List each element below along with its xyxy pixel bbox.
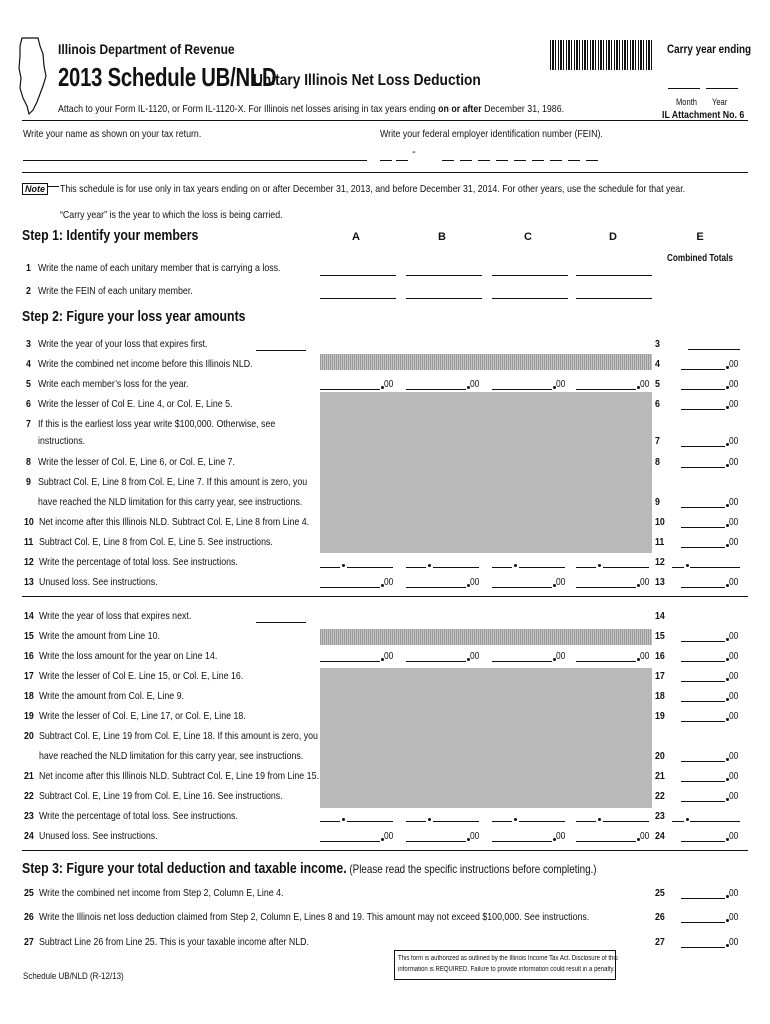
column-c-header: C — [524, 231, 532, 243]
cents-label: 00 — [729, 651, 739, 662]
section-divider — [22, 596, 748, 597]
col-e-line-number: 25 — [655, 887, 665, 899]
col-e-line-number: 21 — [655, 770, 665, 782]
cents-label: 00 — [556, 379, 566, 390]
cents-label: 00 — [384, 651, 394, 662]
form-subtitle: Unitary Illinois Net Loss Deduction — [253, 72, 481, 89]
col-e-amount-field[interactable] — [681, 587, 725, 588]
cents-label: 00 — [729, 631, 739, 642]
line-18-text: Write the amount from Col. E, Line 9. — [39, 690, 184, 702]
line-19-number: 19 — [24, 710, 34, 722]
carry-month-field[interactable] — [668, 88, 700, 89]
cents-label: 00 — [640, 379, 650, 390]
line-18-number: 18 — [24, 690, 34, 702]
line-16-number: 16 — [24, 650, 34, 662]
line-13-col-d-field[interactable] — [576, 587, 636, 588]
col-e-line-number: 11 — [655, 536, 665, 548]
col-e-amount-field[interactable] — [681, 547, 725, 548]
line-16-col-c-field[interactable] — [492, 661, 552, 662]
line-17-text: Write the lesser of Col E. Line 15, or Col. E, Line 16. — [39, 670, 244, 682]
col-e-amount-field[interactable] — [681, 467, 725, 468]
col-e-amount-field[interactable] — [681, 507, 725, 508]
line-23-col-b-pct-whole[interactable] — [406, 821, 426, 822]
cents-label: 00 — [384, 577, 394, 588]
agency-name: Illinois Department of Revenue — [58, 41, 235, 57]
header-rule — [22, 120, 748, 121]
line-24-col-c-field[interactable] — [492, 841, 552, 842]
col-e-amount-field[interactable] — [681, 898, 725, 899]
line-16-col-a-field[interactable] — [320, 661, 380, 662]
note-arrow-icon — [47, 186, 59, 187]
line-5-number: 5 — [26, 378, 31, 390]
line-17-number: 17 — [24, 670, 34, 682]
col-e-line-number: 5 — [655, 378, 660, 390]
cents-label: 00 — [470, 379, 480, 390]
disclosure-line-2: information is REQUIRED. Failure to provide information could result in a penalty. — [398, 966, 615, 973]
column-a-header: A — [352, 231, 360, 243]
lines-17-22-shaded-area — [320, 668, 652, 808]
col-e-line-number: 13 — [655, 576, 665, 588]
line-24-col-a-field[interactable] — [320, 841, 380, 842]
col-e-amount-field[interactable] — [681, 409, 725, 410]
cents-label: 00 — [384, 831, 394, 842]
decimal-point — [428, 818, 431, 821]
fein-digit-slot[interactable] — [586, 160, 598, 161]
line-4-text: Write the combined net income before this Illinois NLD. — [38, 358, 253, 370]
fein-label: Write your federal employer identification number (FEIN). — [380, 128, 603, 140]
cents-label: 00 — [729, 711, 739, 722]
line-26-number: 26 — [24, 911, 34, 923]
fein-digit-slot[interactable] — [532, 160, 544, 161]
section-divider-2 — [22, 850, 748, 851]
col-e-amount-field[interactable] — [681, 369, 725, 370]
line-27-text: Subtract Line 26 from Line 25. This is your taxable income after NLD. — [39, 936, 309, 948]
fein-digit-slot[interactable] — [550, 160, 562, 161]
line-24-number: 24 — [24, 830, 34, 842]
line-9-text-cont: have reached the NLD limitation for this carry year, see instructions. — [38, 496, 303, 508]
cents-label: 00 — [729, 791, 739, 802]
cents-label: 00 — [729, 457, 739, 468]
col-e-line-number: 16 — [655, 650, 665, 662]
line-11-number: 11 — [24, 536, 34, 548]
col-e-pct-whole[interactable] — [672, 567, 684, 568]
col-e-line-number: 27 — [655, 936, 665, 948]
line-24-col-b-field[interactable] — [406, 841, 466, 842]
line-3-text: Write the year of your loss that expires first. — [38, 338, 208, 350]
line-7-text-cont: instructions. — [38, 435, 86, 447]
combined-totals-label: Combined Totals — [667, 253, 733, 264]
cents-label: 00 — [470, 831, 480, 842]
line-4-shaded-area — [320, 354, 652, 370]
cents-label: 00 — [556, 577, 566, 588]
attachment-number: IL Attachment No. 6 — [662, 109, 745, 121]
line-12-col-b-pct-whole[interactable] — [406, 567, 426, 568]
step3-heading: Step 3: Figure your total deduction and taxable income. (Please read the specific instructions before completing.) — [22, 860, 597, 877]
line-12-col-a-pct-decimal[interactable] — [347, 567, 393, 568]
line-23-col-d-pct-whole[interactable] — [576, 821, 596, 822]
line-3-year-field[interactable] — [256, 350, 306, 351]
form-title: 2013 Schedule UB/NLD — [58, 62, 277, 92]
line-10-number: 10 — [24, 516, 34, 528]
line-24-col-d-field[interactable] — [576, 841, 636, 842]
name-label: Write your name as shown on your tax return. — [23, 128, 202, 140]
header-rule-2 — [22, 172, 748, 173]
cents-label: 00 — [729, 751, 739, 762]
line-1-number: 1 — [26, 262, 31, 274]
cents-label: 00 — [729, 912, 739, 923]
line-13-col-b-field[interactable] — [406, 587, 466, 588]
cents-label: 00 — [729, 497, 739, 508]
line-2-text: Write the FEIN of each unitary member. — [38, 285, 193, 297]
col-e-line-number: 23 — [655, 810, 665, 822]
cents-label: 00 — [729, 359, 739, 370]
step2-heading: Step 2: Figure your loss year amounts — [22, 308, 246, 325]
col-e-line-number: 19 — [655, 710, 665, 722]
fein-digit-slot[interactable] — [514, 160, 526, 161]
line-1-col-a-field[interactable] — [320, 275, 396, 276]
line-16-col-b-field[interactable] — [406, 661, 466, 662]
disclosure-box — [394, 950, 616, 980]
line-6-text: Write the lesser of Col E. Line 4, or Col. E, Line 5. — [38, 398, 233, 410]
decimal-point — [686, 564, 689, 567]
col-e-line-number: 15 — [655, 630, 665, 642]
cents-label: 00 — [729, 831, 739, 842]
col-e-amount-field[interactable] — [681, 801, 725, 802]
year-label: Year — [712, 97, 728, 107]
illinois-state-outline-icon — [16, 36, 50, 116]
line-22-number: 22 — [24, 790, 34, 802]
col-e-line-number: 14 — [655, 610, 665, 622]
cents-label: 00 — [729, 888, 739, 899]
col-e-line-number: 10 — [655, 516, 665, 528]
cents-label: 00 — [729, 379, 739, 390]
col-e-amount-field[interactable] — [681, 661, 725, 662]
line-5-col-b-field[interactable] — [406, 389, 466, 390]
fein-digit-slot[interactable] — [496, 160, 508, 161]
disclosure-line-1: This form is authorized as outlined by the Illinois Income Tax Act. Disclosure of this — [398, 955, 618, 962]
cents-label: 00 — [384, 379, 394, 390]
cents-label: 00 — [729, 771, 739, 782]
attach-instruction: Attach to your Form IL-1120, or Form IL-1120-X. For Illinois net losses arising in tax years ending on or after December 31, 1986. — [58, 103, 565, 115]
line-1-col-c-field[interactable] — [492, 275, 568, 276]
cents-label: 00 — [729, 399, 739, 410]
line-25-number: 25 — [24, 887, 34, 899]
barcode — [550, 40, 652, 70]
col-e-line-number: 4 — [655, 358, 660, 370]
col-e-line-number: 6 — [655, 398, 660, 410]
line-23-col-c-pct-decimal[interactable] — [519, 821, 565, 822]
decimal-point — [598, 564, 601, 567]
line-12-col-c-pct-decimal[interactable] — [519, 567, 565, 568]
line-12-col-c-pct-whole[interactable] — [492, 567, 512, 568]
form-id: Schedule UB/NLD (R-12/13) — [23, 971, 124, 982]
cents-label: 00 — [729, 436, 739, 447]
cents-label: 00 — [729, 517, 739, 528]
column-d-header: D — [609, 231, 617, 243]
column-e-header: E — [696, 231, 704, 243]
line-2-col-c-field[interactable] — [492, 298, 568, 299]
col-e-line-number: 12 — [655, 556, 665, 568]
col-e-amount-field[interactable] — [681, 527, 725, 528]
col-e-pct-decimal[interactable] — [690, 821, 740, 822]
col-e-amount-field[interactable] — [681, 721, 725, 722]
line-13-col-a-field[interactable] — [320, 587, 380, 588]
line-6-number: 6 — [26, 398, 31, 410]
line-11-text: Subtract Col. E, Line 8 from Col. E, Line 5. See instructions. — [39, 536, 273, 548]
fein-digit-slot[interactable] — [380, 160, 392, 161]
line-21-number: 21 — [24, 770, 34, 782]
cents-label: 00 — [729, 577, 739, 588]
line-13-col-c-field[interactable] — [492, 587, 552, 588]
line-24-text: Unused loss. See instructions. — [39, 830, 158, 842]
line-5-col-c-field[interactable] — [492, 389, 552, 390]
fein-digit-slot[interactable] — [478, 160, 490, 161]
cents-label: 00 — [556, 651, 566, 662]
line-15-text: Write the amount from Line 10. — [39, 630, 160, 642]
col-e-line-number: 17 — [655, 670, 665, 682]
line-14-year-field[interactable] — [256, 622, 306, 623]
line-25-text: Write the combined net income from Step 2, Column E, Line 4. — [39, 887, 284, 899]
col-e-amount-field[interactable] — [681, 841, 725, 842]
line-15-shaded-area — [320, 629, 652, 645]
line-16-col-d-field[interactable] — [576, 661, 636, 662]
cents-label: 00 — [640, 831, 650, 842]
line-12-col-d-pct-decimal[interactable] — [603, 567, 649, 568]
line-23-text: Write the percentage of total loss. See instructions. — [39, 810, 238, 822]
line-3-number: 3 — [26, 338, 31, 350]
line-7-text: If this is the earliest loss year write $100,000. Otherwise, see — [38, 418, 276, 430]
taxpayer-name-field[interactable] — [23, 160, 367, 161]
col-e-pct-whole[interactable] — [672, 821, 684, 822]
col-e-line-number: 22 — [655, 790, 665, 802]
line-26-text: Write the Illinois net loss deduction claimed from Step 2, Column E, Lines 8 and 19. This amount may not exceed $100,000. See instructions. — [39, 911, 590, 923]
col-e-amount-field[interactable] — [681, 761, 725, 762]
cents-label: 00 — [729, 937, 739, 948]
line-2-number: 2 — [26, 285, 31, 297]
line-12-text: Write the percentage of total loss. See instructions. — [39, 556, 238, 568]
decimal-point — [598, 818, 601, 821]
note-line-2: “Carry year” is the year to which the loss is being carried. — [60, 209, 283, 221]
cents-label: 00 — [470, 577, 480, 588]
line-13-text: Unused loss. See instructions. — [39, 576, 158, 588]
line-23-col-d-pct-decimal[interactable] — [603, 821, 649, 822]
col-e-line-number: 24 — [655, 830, 665, 842]
fein-digit-slot[interactable] — [568, 160, 580, 161]
note-badge: Note — [22, 183, 48, 195]
line-14-text: Write the year of loss that expires next. — [39, 610, 192, 622]
lines-6-11-shaded-area — [320, 392, 652, 553]
col-e-amount-field[interactable] — [681, 446, 725, 447]
col-e-line-number: 9 — [655, 496, 660, 508]
line-1-text: Write the name of each unitary member that is carrying a loss. — [38, 262, 281, 274]
line-9-number: 9 — [26, 476, 31, 488]
decimal-point — [686, 818, 689, 821]
line-5-col-d-field[interactable] — [576, 389, 636, 390]
line-21-text: Net income after this Illinois NLD. Subtract Col. E, Line 19 from Line 15. — [39, 770, 319, 782]
line-20-text: Subtract Col. E, Line 19 from Col. E, Line 18. If this amount is zero, you — [39, 730, 318, 742]
line-27-number: 27 — [24, 936, 34, 948]
line-7-number: 7 — [26, 418, 31, 430]
line-23-col-c-pct-whole[interactable] — [492, 821, 512, 822]
line-1-col-d-field[interactable] — [576, 275, 652, 276]
col-e-amount-field[interactable] — [681, 701, 725, 702]
month-label: Month — [676, 97, 698, 107]
line-13-number: 13 — [24, 576, 34, 588]
line-5-col-a-field[interactable] — [320, 389, 380, 390]
line-20-number: 20 — [24, 730, 34, 742]
decimal-point — [428, 564, 431, 567]
decimal-point — [342, 818, 345, 821]
line-8-text: Write the lesser of Col. E, Line 6, or Col. E, Line 7. — [38, 456, 235, 468]
cents-label: 00 — [729, 537, 739, 548]
cents-label: 00 — [729, 691, 739, 702]
decimal-point — [514, 564, 517, 567]
fein-digit-slot[interactable] — [442, 160, 454, 161]
col-e-amount-field[interactable] — [681, 389, 725, 390]
col-e-year-field[interactable] — [688, 349, 740, 350]
col-e-line-number: 18 — [655, 690, 665, 702]
line-5-text: Write each member’s loss for the year. — [38, 378, 189, 390]
col-e-line-number: 3 — [655, 338, 660, 350]
fein-digit-slot[interactable] — [460, 160, 472, 161]
column-b-header: B — [438, 231, 446, 243]
line-2-col-d-field[interactable] — [576, 298, 652, 299]
line-2-col-b-field[interactable] — [406, 298, 482, 299]
line-20-text-cont: have reached the NLD limitation for this carry year, see instructions. — [39, 750, 304, 762]
col-e-amount-field[interactable] — [681, 922, 725, 923]
cents-label: 00 — [729, 671, 739, 682]
decimal-point — [342, 564, 345, 567]
line-4-number: 4 — [26, 358, 31, 370]
line-8-number: 8 — [26, 456, 31, 468]
line-15-number: 15 — [24, 630, 34, 642]
line-12-col-d-pct-whole[interactable] — [576, 567, 596, 568]
line-12-number: 12 — [24, 556, 34, 568]
col-e-pct-decimal[interactable] — [690, 567, 740, 568]
line-12-col-b-pct-decimal[interactable] — [433, 567, 479, 568]
line-9-text: Subtract Col. E, Line 8 from Col. E, Line 7. If this amount is zero, you — [38, 476, 308, 488]
line-23-col-b-pct-decimal[interactable] — [433, 821, 479, 822]
fein-digit-slot[interactable] — [396, 160, 408, 161]
fein-field[interactable] — [380, 148, 602, 162]
line-23-col-a-pct-whole[interactable] — [320, 821, 340, 822]
line-14-number: 14 — [24, 610, 34, 622]
col-e-amount-field[interactable] — [681, 781, 725, 782]
col-e-amount-field[interactable] — [681, 681, 725, 682]
decimal-point — [514, 818, 517, 821]
note-line-1: This schedule is for use only in tax years ending on or after December 31, 2013, and before December 31, 2014. For other years, use the schedule for that year. — [60, 183, 686, 195]
carry-year-label: Carry year ending — [667, 44, 752, 56]
line-12-col-a-pct-whole[interactable] — [320, 567, 340, 568]
col-e-amount-field[interactable] — [681, 641, 725, 642]
line-1-col-b-field[interactable] — [406, 275, 482, 276]
col-e-amount-field[interactable] — [681, 947, 725, 948]
cents-label: 00 — [470, 651, 480, 662]
line-22-text: Subtract Col. E, Line 19 from Col. E, Line 16. See instructions. — [39, 790, 283, 802]
fein-dash: - — [412, 146, 416, 158]
cents-label: 00 — [640, 651, 650, 662]
col-e-line-number: 8 — [655, 456, 660, 468]
line-19-text: Write the lesser of Col. E, Line 17, or Col. E, Line 18. — [39, 710, 246, 722]
line-2-col-a-field[interactable] — [320, 298, 396, 299]
cents-label: 00 — [640, 577, 650, 588]
line-16-text: Write the loss amount for the year on Line 14. — [39, 650, 218, 662]
col-e-line-number: 26 — [655, 911, 665, 923]
col-e-line-number: 7 — [655, 435, 660, 447]
line-23-number: 23 — [24, 810, 34, 822]
carry-year-field[interactable] — [706, 88, 738, 89]
line-10-text: Net income after this Illinois NLD. Subtract Col. E, Line 8 from Line 4. — [39, 516, 310, 528]
col-e-line-number: 20 — [655, 750, 665, 762]
step1-heading: Step 1: Identify your members — [22, 227, 199, 244]
line-23-col-a-pct-decimal[interactable] — [347, 821, 393, 822]
cents-label: 00 — [556, 831, 566, 842]
